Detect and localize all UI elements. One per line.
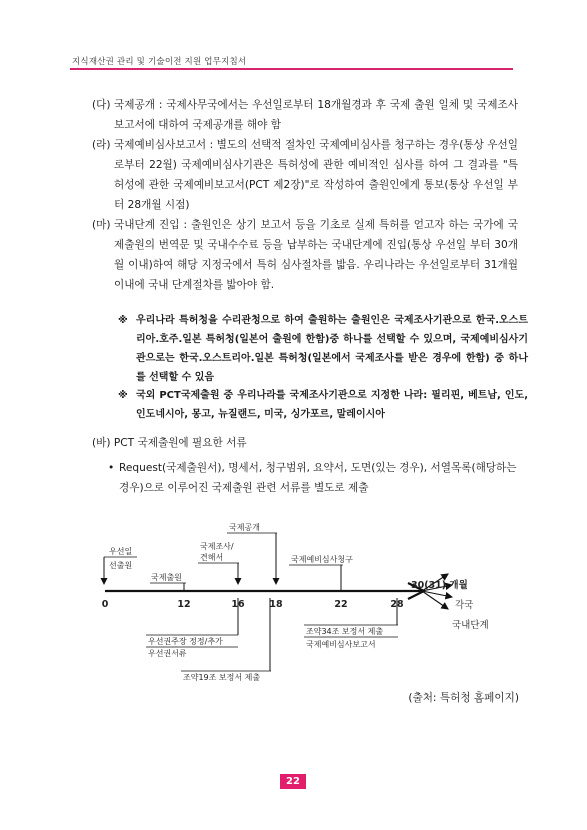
bullet-dot: • [108,462,115,474]
section-heading: (바) PCT 국제출원에 필요한 서류 [92,437,247,449]
label-intl-filing: 국제출원 [151,573,182,582]
tick-label: 22 [334,599,348,610]
page-number: 22 [280,774,306,789]
label-publication: 국제공개 [229,523,260,532]
label-first-filing: 선출원 [109,561,133,570]
branch-label-countries: 각국 [455,600,474,611]
source-caption: (출처: 특허청 홈페이지) [408,692,519,704]
label-priority-claim: 우선권주장 정정/추가 [148,637,223,646]
note-marker: ※ [118,390,128,401]
end-label: 30(31) 개월 [411,580,468,591]
label-art19: 조약19조 보정서 제출 [183,673,261,682]
tick-label: 18 [269,599,283,610]
bullet-text: Request(국제출원서), 명세서, 청구범위, 요약서, 도면(있는 경우), 서열목록(해당하는 경우)으로 이루어진 국제출원 관련 서류를 별도로 제출 [119,462,517,494]
note-marker: ※ [118,315,128,326]
paragraph-marker: (마) [92,219,111,231]
label-search-report-1: 국제조사/ [200,542,234,551]
tick-label: 12 [177,599,191,610]
branch-label-national-phase: 국내단계 [452,620,489,631]
paragraph-text: 국제예비심사보고서 : 별도의 선택적 절차인 국제예비심사를 청구하는 경우(통상 우선일로부터 22월) 국제예비심사기관은 특허성에 관한 예비적인 심사를 하여 그 결과를 "특허성에 관한 국제예비보고서(PCT 제2장)"로 작성하여 출원인에게 통보(통상 우선일 부터 28개월 시점) [114,139,518,211]
note-text: 우리나라 특허청을 수리관청으로 하여 출원하는 출원인은 국제조사기관으로 한국.오스트리아.호주.일본 특허청(일본어 출원에 한함)중 하나를 선택할 수 있으며, 국제예비심사기관으로는 한국.오스트리아.일본 특허청(일본에서 국제조사를 받은 경우에 한함) 중 하나를 선택할 수 있음 [136,315,528,383]
label-search-report-2: 견해서 [200,553,224,562]
paragraph-marker: (다) [92,99,111,111]
tick-label: 16 [231,599,245,610]
tick-label: 0 [101,599,109,610]
label-art34: 조약34조 보정서 제출 [306,627,384,636]
paragraph-text: 국제공개 : 국제사무국에서는 우선일로부터 18개월경과 후 국제 출원 일체 및 국제조사보고서에 대하여 국제공개를 해야 함 [114,99,518,131]
axis-arrow-head [408,591,424,599]
label-iper: 국제예비심사보고서 [306,640,376,649]
note-text: 국외 PCT국제출원 중 우리나라를 국제조사기관으로 지정한 나라: 필리핀, 베트남, 인도, 인도네시아, 몽고, 뉴질랜드, 미국, 싱가포르, 말레이시아 [136,390,528,420]
tick-label: 28 [390,599,404,610]
running-header: 지식재산권 관리 및 기술이전 지원 업무지침서 [72,57,247,67]
label-exam-request: 국제예비심사청구 [291,555,353,564]
paragraph-marker: (라) [92,139,111,151]
label-priority-docs: 우선권서류 [148,649,187,658]
paragraph-text: 국내단계 진입 : 출원인은 상기 보고서 등을 기초로 실제 특허를 얻고자 하는 국가에 국제출원의 번역문 및 국내수수료 등을 납부하는 국내단계에 진입(통상 우선일 부터 30개월 이내)하여 해당 지정국에서 특허 심사절차를 밟음. 우리나라는 우선일로부터 31개월 이내에 국내 단계절차를 밟아야 함. [114,219,518,291]
label-priority-date: 우선일 [109,547,133,556]
